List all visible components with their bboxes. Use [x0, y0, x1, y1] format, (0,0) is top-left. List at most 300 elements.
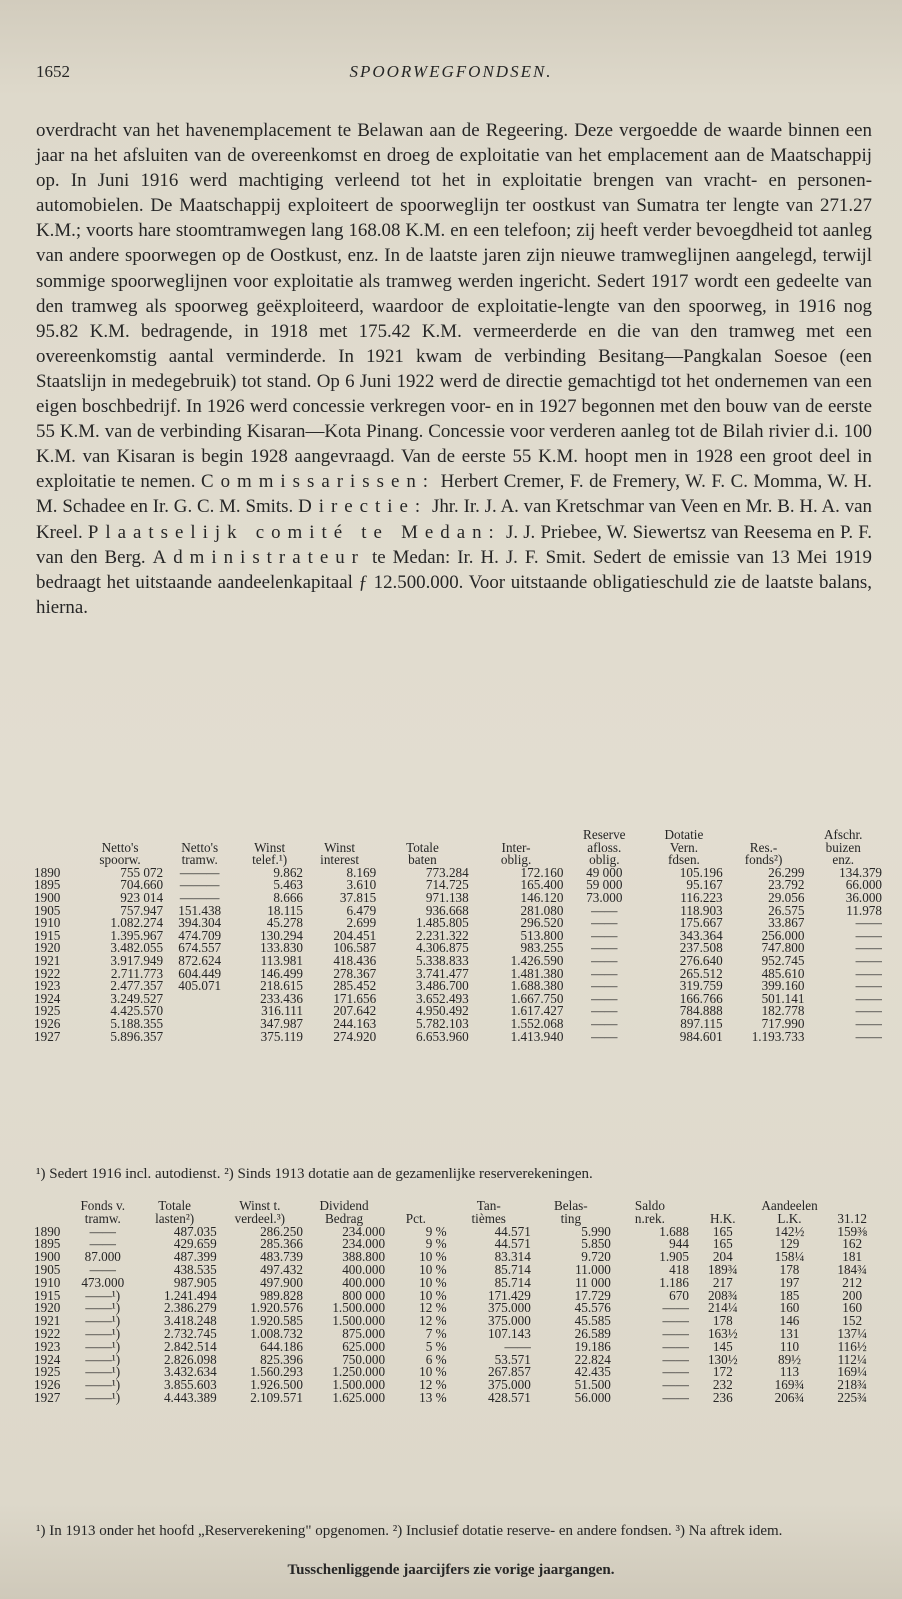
- table-cell: 6.479: [346, 904, 377, 918]
- capital-text: Sedert de emissie van 13 Mei 1919 bedraagt het uitstaande aandeelenkapitaal ƒ 12.500.000. Voor uitstaande obligatieschuld zie de laatste balans, hierna.: [36, 546, 872, 618]
- column-header: afloss.: [587, 841, 622, 855]
- table-cell: 172.160: [520, 866, 564, 880]
- table-cell: 142½: [774, 1225, 805, 1239]
- table-header-row: [34, 842, 882, 855]
- table-cell: 1.426.590: [510, 954, 564, 968]
- table-cell: 233.436: [260, 992, 303, 1006]
- table-cell: 184¾: [837, 1263, 868, 1277]
- table-cell: 316.111: [261, 1005, 303, 1018]
- table-cell: 1.552.068: [510, 1017, 564, 1031]
- table-row: [34, 1264, 882, 1277]
- table-cell: ——¹): [85, 1391, 121, 1405]
- column-header: [236, 829, 303, 842]
- table-cell: 875.000: [342, 1327, 386, 1341]
- column-header: [376, 829, 469, 842]
- year-cell: 1920: [34, 1302, 61, 1316]
- table-cell: 1.500.000: [332, 1302, 386, 1316]
- column-header: Afschr.: [823, 829, 863, 842]
- year-cell: 1905: [34, 1263, 61, 1277]
- comite-names: J. J. Priebee, W. Siewertsz van Reesema en P. F. van den Berg.: [36, 521, 872, 568]
- table-cell: 670: [669, 1289, 689, 1303]
- table-cell: 388.800: [342, 1251, 386, 1264]
- table-cell: 375.119: [260, 1030, 303, 1044]
- table-cell: 800 000: [342, 1289, 386, 1303]
- table-row: [34, 867, 882, 880]
- table-row: [34, 1277, 882, 1290]
- table-cell: ——: [591, 980, 618, 993]
- table-row: [34, 1354, 882, 1367]
- table-cell: ——: [662, 1379, 689, 1392]
- table-cell: 6 %: [425, 1353, 447, 1367]
- column-header: enz.: [832, 854, 855, 867]
- table-cell: 1.241.494: [163, 1289, 217, 1303]
- column-header: [469, 829, 564, 842]
- table-cell: 200: [842, 1289, 863, 1303]
- year-cell: 1926: [34, 1379, 61, 1392]
- column-header: [163, 829, 236, 842]
- table-cell: 10 %: [419, 1251, 447, 1264]
- table-cell: 29.056: [768, 891, 805, 905]
- table-cell: 208¾: [707, 1289, 738, 1303]
- column-header: Aandeelen: [761, 1200, 818, 1213]
- table-row: [34, 1341, 882, 1354]
- year-cell: 1895: [34, 879, 61, 892]
- table-cell: ——: [855, 942, 882, 955]
- table-cell: 429.659: [173, 1238, 217, 1252]
- table-cell: 872.624: [178, 954, 222, 968]
- table-cell: 2.732.745: [163, 1327, 217, 1341]
- administrateur-label: Administrateur: [152, 546, 365, 568]
- directie-names: Jhr. Ir. J. A. van Kretschmar van Veen en Mr. B. H. A. van Kreel.: [36, 496, 872, 543]
- table-cell: ——¹): [85, 1379, 121, 1392]
- table-cell: 5.463: [273, 879, 303, 892]
- table-cell: ——¹): [85, 1302, 121, 1316]
- table-header-row: [34, 854, 882, 867]
- table-cell: ——: [591, 992, 618, 1006]
- table-cell: 5 %: [425, 1340, 447, 1354]
- table-cell: ——: [855, 954, 882, 968]
- table-cell: 2.826.098: [163, 1353, 217, 1367]
- table-cell: ——¹): [85, 1289, 121, 1303]
- table-cell: 2.231.322: [415, 929, 469, 943]
- table-cell: ——: [591, 1005, 618, 1018]
- table-cell: 428.571: [487, 1391, 531, 1405]
- table-cell: 747.800: [761, 942, 805, 955]
- column-header: [385, 1200, 447, 1213]
- table-cell: 11.000: [575, 1263, 611, 1277]
- table-row: [34, 1328, 882, 1341]
- table-cell: 3.486.700: [415, 980, 469, 993]
- table-cell: 483.739: [260, 1251, 303, 1264]
- table-cell: 256.000: [761, 929, 805, 943]
- column-header: n.rek.: [634, 1212, 665, 1226]
- table-cell: ——: [89, 1263, 116, 1277]
- table-cell: 237.508: [679, 942, 723, 955]
- table-cell: 172: [712, 1366, 733, 1380]
- year-cell: 1921: [34, 954, 61, 968]
- year-cell: 1900: [34, 1251, 61, 1264]
- table-cell: 6.653.960: [415, 1030, 469, 1044]
- table-cell: 285.452: [333, 980, 377, 993]
- table-row: [34, 1392, 882, 1405]
- column-header: ting: [560, 1212, 582, 1226]
- year-cell: 1924: [34, 1353, 61, 1367]
- table-cell: 944: [669, 1238, 689, 1252]
- table-cell: 343.364: [679, 929, 723, 943]
- table-cell: ——¹): [85, 1353, 121, 1367]
- column-header: Vern.: [669, 841, 699, 855]
- year-cell: 1926: [34, 1017, 61, 1031]
- column-header: tièmes: [471, 1212, 506, 1226]
- table-cell: 130½: [707, 1353, 738, 1367]
- table-cell: 169¼: [837, 1366, 868, 1380]
- table-cell: 319.759: [679, 980, 723, 993]
- table-row: [34, 1290, 882, 1303]
- year-cell: 1915: [34, 929, 61, 943]
- table-cell: 36.000: [845, 891, 882, 905]
- table-cell: 1.926.500: [250, 1379, 303, 1392]
- table-cell: 1.920.585: [250, 1315, 303, 1328]
- column-header: [34, 854, 77, 867]
- table-cell: ——: [504, 1340, 531, 1354]
- column-header: fdsen.: [667, 854, 700, 867]
- table-cell: 89½: [777, 1353, 802, 1367]
- table-cell: 158¼: [774, 1251, 805, 1264]
- column-header: L.K.: [777, 1212, 802, 1226]
- table-cell: ——: [662, 1327, 689, 1341]
- table-cell: 3.855.603: [163, 1379, 217, 1392]
- year-cell: 1915: [34, 1289, 61, 1303]
- table-cell: 2.386.279: [163, 1302, 217, 1316]
- table-cell: 181: [842, 1251, 863, 1264]
- table-cell: 217: [712, 1276, 733, 1290]
- table-cell: [163, 1031, 236, 1044]
- table-cell: 23.792: [768, 879, 805, 892]
- table-cell: 1.617.427: [510, 1005, 564, 1018]
- column-header: [34, 1200, 73, 1213]
- table-cell: 197: [779, 1276, 800, 1290]
- table-cell: 825.396: [260, 1353, 303, 1367]
- table-cell: 146.120: [520, 891, 564, 905]
- table-cell: 4.425.570: [110, 1005, 164, 1018]
- table-cell: 285.366: [260, 1238, 303, 1252]
- table-cell: ——: [855, 967, 882, 981]
- year-cell: 1890: [34, 866, 61, 880]
- table-cell: 347.987: [260, 1017, 303, 1031]
- page-number: 1652: [36, 62, 70, 81]
- table-cell: 394.304: [178, 917, 222, 930]
- table-cell: 162: [842, 1238, 863, 1252]
- table-cell: ——: [855, 1005, 882, 1018]
- column-header: Dotatie: [664, 829, 704, 842]
- table-cell: 755 072: [120, 866, 164, 880]
- table-cell: 118.903: [680, 904, 723, 918]
- table-cell: 418: [669, 1263, 689, 1277]
- column-header: Winst: [254, 841, 286, 855]
- table-cell: 3.917.949: [110, 954, 164, 968]
- year-cell: 1925: [34, 1366, 61, 1380]
- table-cell: 485.610: [761, 967, 805, 981]
- table-cell: 189¾: [707, 1263, 738, 1277]
- table-cell: 984.601: [679, 1030, 723, 1044]
- earnings-table: [34, 829, 882, 1043]
- year-cell: 1923: [34, 980, 61, 993]
- table-cell: 2.109.571: [250, 1391, 303, 1405]
- column-header: [77, 829, 163, 842]
- table-cell: 130.294: [260, 929, 303, 943]
- column-header: Bedrag: [324, 1212, 364, 1226]
- table-cell: 474.709: [178, 929, 222, 943]
- table-cell: ——: [591, 942, 618, 955]
- column-header: Netto's: [181, 841, 219, 855]
- table-cell: 10 %: [419, 1263, 447, 1277]
- table-cell: 487.035: [173, 1225, 217, 1239]
- table-cell: 207.642: [333, 1005, 377, 1018]
- table-cell: 7 %: [425, 1327, 447, 1341]
- table-cell: 45.278: [266, 917, 303, 930]
- table-cell: 513.800: [520, 929, 564, 943]
- column-header: lasten²): [155, 1212, 195, 1226]
- year-cell: 1910: [34, 1276, 61, 1290]
- table-cell: 1.500.000: [332, 1315, 386, 1328]
- table-cell: 5.896.357: [110, 1030, 164, 1044]
- table-cell: 497.900: [260, 1276, 303, 1290]
- table-cell: 983.255: [520, 942, 564, 955]
- table-cell: 281.080: [520, 904, 564, 918]
- table-cell: 169¾: [774, 1379, 805, 1392]
- table-cell: 59 000: [586, 879, 623, 892]
- table-cell: 152: [842, 1315, 863, 1328]
- table-cell: ——: [591, 954, 618, 968]
- table2-footnote: ¹) In 1913 onder het hoofd „Reserverekening" opgenomen. ²) Inclusief dotatie reserve- en andere fondsen. ³) Na aftrek idem.: [36, 1523, 783, 1539]
- column-header: [34, 1213, 73, 1226]
- table-cell: 83.314: [494, 1251, 531, 1264]
- table-cell: 9.862: [273, 866, 303, 880]
- running-title: SPOORWEGFONDSEN.: [349, 62, 553, 81]
- table-row: [34, 1379, 882, 1392]
- table-cell: 182.778: [761, 1005, 805, 1018]
- table-cell: 501.141: [761, 992, 805, 1006]
- table-cell: 166.766: [679, 992, 723, 1006]
- column-header: interest: [320, 854, 359, 867]
- table-cell: 113: [779, 1366, 800, 1380]
- table-cell: ——: [591, 1030, 618, 1044]
- directie-label: Directie:: [298, 496, 428, 518]
- table-cell: ——: [591, 929, 618, 943]
- year-cell: 1921: [34, 1315, 61, 1328]
- table-cell: 145: [712, 1340, 733, 1354]
- table-cell: 9.720: [581, 1251, 611, 1264]
- table-cell: 1.560.293: [250, 1366, 303, 1380]
- table-cell: 1.250.000: [332, 1366, 386, 1380]
- table-cell: ——: [855, 1017, 882, 1031]
- commissarissen-label: Commissarissen:: [200, 471, 436, 493]
- table-cell: ——: [89, 1238, 116, 1252]
- table-cell: 714.725: [425, 879, 469, 892]
- table-cell: 185: [779, 1289, 800, 1303]
- table-cell: 717.990: [761, 1017, 805, 1031]
- table-row: [34, 892, 882, 905]
- table-cell: 3.652.493: [415, 992, 469, 1006]
- table-cell: 9 %: [425, 1225, 447, 1239]
- table-cell: 45.576: [574, 1302, 611, 1316]
- table-cell: 1.905: [659, 1251, 689, 1264]
- table-cell: 4.306.875: [415, 942, 469, 955]
- table-cell: 375.000: [487, 1315, 531, 1328]
- table-cell: 3.249.527: [110, 992, 164, 1006]
- table-cell: 12 %: [419, 1379, 447, 1392]
- commissarissen-names: Herbert Cremer, F. de Fremery, W. F. C. Momma, W. H. M. Schadee en Ir. G. C. M. Smits.: [36, 471, 873, 518]
- table1-footnote: ¹) Sedert 1916 incl. autodienst. ²) Sinds 1913 dotatie aan de gezamenlijke reserverekeningen.: [36, 1166, 593, 1182]
- table-cell: 37.815: [339, 891, 377, 905]
- comite-label: Plaatselijk comité te Medan:: [87, 521, 501, 543]
- table-cell: 5.850: [581, 1238, 611, 1252]
- table-cell: 204.451: [333, 929, 377, 943]
- table-cell: 1.481.380: [510, 967, 564, 981]
- table-cell: 2.842.514: [163, 1340, 217, 1354]
- table-row: [34, 968, 882, 981]
- table-cell: 146.499: [260, 967, 303, 981]
- table-cell: 952.745: [761, 954, 805, 968]
- table-cell: 26.299: [768, 866, 805, 880]
- table-cell: 497.432: [260, 1263, 303, 1277]
- table-row: [34, 993, 882, 1006]
- table-cell: 234.000: [342, 1225, 386, 1239]
- table-cell: 5.188.355: [110, 1017, 164, 1031]
- table-cell: 107.143: [487, 1327, 531, 1341]
- table-cell: 644.186: [260, 1340, 303, 1354]
- table-cell: 26.589: [574, 1327, 611, 1341]
- table-cell: 8.666: [273, 891, 303, 905]
- table-cell: 265.512: [679, 967, 723, 981]
- table-cell: 10 %: [419, 1366, 447, 1380]
- column-header: Reserve: [583, 829, 626, 842]
- table-cell: 1.395.967: [110, 929, 164, 943]
- table-cell: 151.438: [178, 904, 222, 918]
- table-cell: ——: [591, 917, 618, 930]
- table-row: [34, 1018, 882, 1031]
- column-header: buizen: [825, 841, 861, 855]
- table-cell: 750.000: [342, 1353, 386, 1367]
- table-cell: 400.000: [342, 1263, 386, 1277]
- table-cell: 3.418.248: [163, 1315, 217, 1328]
- column-header: Dividend: [319, 1200, 369, 1213]
- table-row: [34, 1226, 882, 1239]
- year-cell: 1905: [34, 904, 61, 918]
- table-cell: 897.115: [680, 1017, 723, 1031]
- table-cell: ——: [662, 1353, 689, 1367]
- table-cell: 234.000: [342, 1238, 386, 1252]
- table-row: [34, 955, 882, 968]
- table-cell: ——: [855, 1030, 882, 1044]
- year-cell: 1922: [34, 1327, 61, 1341]
- column-header: H.K.: [709, 1212, 736, 1226]
- table-cell: ——: [855, 980, 882, 993]
- table-cell: 218.615: [260, 980, 303, 993]
- table-cell: ——: [89, 1225, 116, 1239]
- table-cell: 22.824: [574, 1353, 611, 1367]
- table-cell: 278.367: [333, 967, 377, 981]
- table-cell: 44.571: [494, 1238, 531, 1252]
- table-cell: 3.741.477: [415, 967, 469, 981]
- table-cell: 10 %: [419, 1276, 447, 1290]
- table-cell: 87.000: [84, 1251, 121, 1264]
- table-cell: ——: [855, 992, 882, 1006]
- table-cell: 296.520: [520, 917, 564, 930]
- column-header: Inter-: [501, 841, 531, 855]
- column-header: oblig.: [500, 854, 532, 867]
- table-cell: 1.193.733: [751, 1030, 805, 1044]
- column-header: Netto's: [101, 841, 139, 855]
- table-cell: 400.000: [342, 1276, 386, 1290]
- table-cell: 418.436: [333, 954, 377, 968]
- table-cell: 206¾: [774, 1391, 805, 1405]
- table-cell: ———: [179, 879, 220, 892]
- table-cell: 85.714: [494, 1263, 531, 1277]
- column-header: Pct.: [405, 1212, 426, 1226]
- table-cell: 105.196: [679, 866, 723, 880]
- company-description: [36, 118, 872, 620]
- table-cell: ——: [662, 1315, 689, 1328]
- table-cell: 85.714: [494, 1276, 531, 1290]
- column-header: Totale: [158, 1200, 191, 1213]
- table-cell: ——: [662, 1391, 689, 1405]
- table-cell: 33.867: [768, 917, 805, 930]
- column-header: Tan-: [476, 1200, 501, 1213]
- table-cell: 1.413.940: [510, 1030, 564, 1044]
- table-cell: [163, 1018, 236, 1031]
- table-cell: ——: [855, 929, 882, 943]
- table-cell: 2.477.357: [110, 980, 164, 993]
- year-cell: 1920: [34, 942, 61, 955]
- table-cell: 267.857: [487, 1366, 531, 1380]
- column-header: [723, 829, 805, 842]
- description-text: overdracht van het havenemplacement te Belawan aan de Regeering. Deze vergoedde de waarde binnen een jaar na het afsluiten van de overeenkomst en droeg de exploitatie van het emplacement aan de Maatschappij op. In Juni 1916 werd machtiging verleend tot het in exploitatie brengen van vracht- en personen-automobielen. De Maatschappij exploiteert de spoorweglijn ter oostkust van Sumatra ter lengte van 271.27 K.M.; voorts hare stoomtramwegen lang 168.08 K.M. en een telefoon; zij heeft verder bevoegdheid tot aanleg van andere spoorwegen op de Oostkust, enz. In de laatste jaren zijn nieuwe tramweglijnen aangelegd, terwijl sommige spoorweglijnen voor exploitatie als tramweg werden ingericht. Sedert 1917 wordt een gedeelte van den tramweg als spoorweg geëxploiteerd, waardoor de exploitatie-lengte van den spoorweg, in 1916 nog 95.82 K.M. bedragende, in 1918 met 175.42 K.M. vermeerderde en die van den tramweg met een overeenkomstig aantal verminderde. In 1921 kwam de verbinding Besitang—Pangkalan Soesoe (een Staatslijn in medegebruik) tot stand. Op 6 Juni 1922 werd de directie gemachtigd tot het ondernemen van een eigen boschbedrijf. In 1926 werd concessie verkregen voor- en in 1927 begonnen met den bouw van de eerste 55 K.M. van de verbinding Kisaran—Kota Pinang. Concessie voor verderen aanleg tot de Bilah rivier d.i. 100 K.M. van Kisaran is begin 1928 aangevraagd. Van de eerste 55 K.M. hoopt men in 1928 een groot deel in exploitatie te nemen.: [36, 120, 872, 493]
- table-cell: 3.432.634: [163, 1366, 217, 1380]
- year-cell: 1910: [34, 917, 61, 930]
- table-cell: 49 000: [586, 866, 623, 880]
- table-cell: 178: [712, 1315, 733, 1328]
- column-header: baten: [408, 854, 437, 867]
- table-cell: 17.729: [574, 1289, 611, 1303]
- column-header: Saldo: [634, 1200, 665, 1213]
- table-cell: 53.571: [494, 1353, 531, 1367]
- table-cell: 12 %: [419, 1315, 447, 1328]
- table-cell: 165: [712, 1225, 733, 1239]
- table-cell: 1.688: [659, 1225, 689, 1239]
- table-cell: 56.000: [574, 1391, 611, 1405]
- table-row: [34, 1315, 882, 1328]
- table-cell: 989.828: [260, 1289, 303, 1303]
- table-cell: ——: [855, 917, 882, 930]
- table-cell: 160: [842, 1302, 863, 1316]
- table-cell: 232: [712, 1379, 733, 1392]
- table-cell: 163½: [707, 1327, 738, 1341]
- table-cell: 165.400: [520, 879, 564, 892]
- table-cell: 987.905: [173, 1276, 217, 1290]
- column-header: oblig.: [589, 854, 620, 867]
- table-cell: 106.587: [333, 942, 377, 955]
- table-cell: 784.888: [679, 1005, 723, 1018]
- column-header: 31.12: [837, 1212, 868, 1226]
- table-cell: 214¼: [707, 1302, 738, 1316]
- column-header: [822, 1200, 882, 1213]
- table-cell: 244.163: [333, 1017, 377, 1031]
- table-cell: 286.250: [260, 1225, 303, 1239]
- year-cell: 1923: [34, 1340, 61, 1354]
- table-cell: 165: [712, 1238, 733, 1252]
- table-cell: 66.000: [845, 879, 882, 892]
